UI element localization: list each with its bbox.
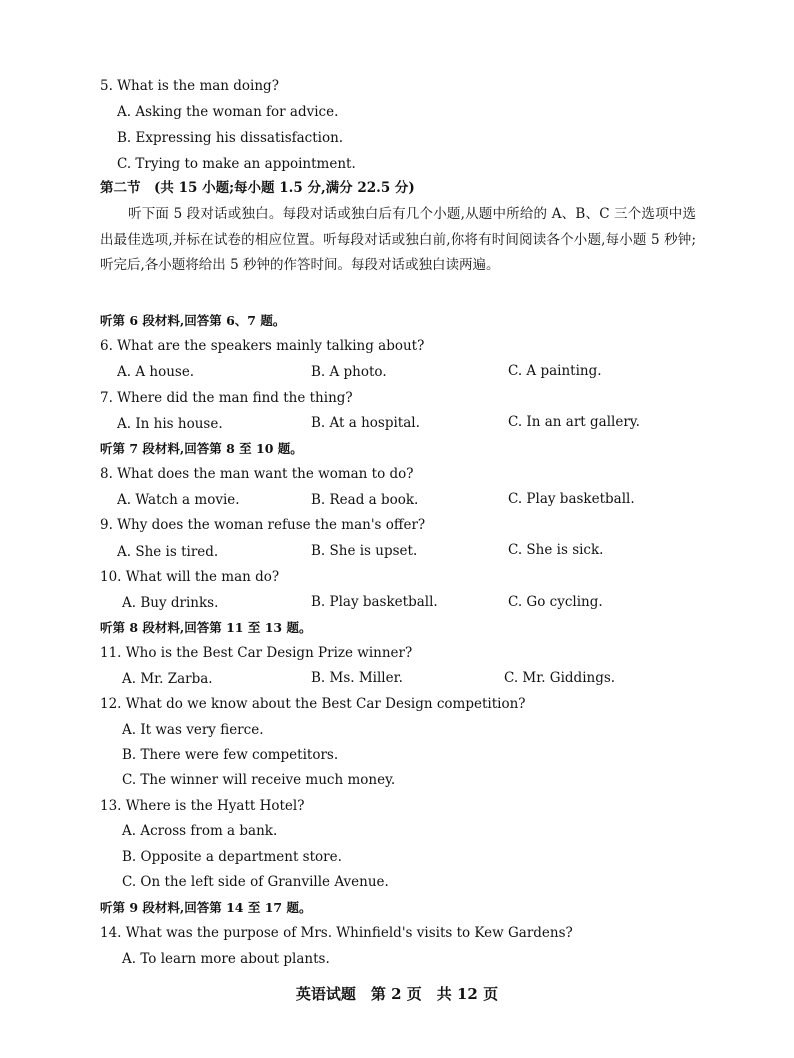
q8-option-b: B. Read a book. (311, 492, 419, 508)
q13-option-a: A. Across from a bank. (122, 823, 278, 839)
section-instructions: 听下面 5 段对话或独白。每段对话或独白后有几个小题,从题中所给的 A、B、C 三个选项中选出最佳选项,并标在试卷的相应位置。听每段对话或独白前,你将有时间阅读各个小题,每小题 5 秒钟;听完后,各小题将给出 5 秒钟的作答时间。每段对话或独白读两遍。 (100, 206, 696, 273)
question-6: 6. What are the speakers mainly talking about? (100, 338, 425, 354)
q6-option-c: C. A painting. (508, 363, 602, 379)
q9-option-b: B. She is upset. (311, 543, 418, 559)
q11-option-c: C. Mr. Giddings. (504, 670, 616, 686)
q7-option-c: C. In an art gallery. (508, 414, 640, 430)
question-13: 13. Where is the Hyatt Hotel? (100, 798, 305, 814)
q10-option-b: B. Play basketball. (311, 594, 438, 610)
question-8: 8. What does the man want the woman to do? (100, 466, 414, 482)
material-6-heading: 听第 6 段材料,回答第 6、7 题。 (100, 313, 286, 328)
material-7-heading: 听第 7 段材料,回答第 8 至 10 题。 (100, 441, 303, 456)
q9-option-a: A. She is tired. (117, 544, 219, 560)
question-9: 9. Why does the woman refuse the man's offer? (100, 517, 426, 533)
q11-option-b: B. Ms. Miller. (311, 670, 403, 686)
q6-option-b: B. A photo. (311, 364, 387, 380)
q7-option-a: A. In his house. (117, 416, 223, 432)
q12-option-b: B. There were few competitors. (122, 747, 339, 763)
q7-option-b: B. At a hospital. (311, 415, 420, 431)
q10-option-c: C. Go cycling. (508, 594, 603, 610)
q13-option-c: C. On the left side of Granville Avenue. (122, 874, 389, 890)
page-footer: 英语试题 第 2 页 共 12 页 (295, 985, 499, 1003)
q13-option-b: B. Opposite a department store. (122, 849, 342, 865)
q14-option-a: A. To learn more about plants. (122, 951, 330, 967)
question-5: 5. What is the man doing? (100, 78, 279, 94)
q6-option-a: A. A house. (117, 364, 195, 380)
q12-option-a: A. It was very fierce. (122, 722, 264, 738)
section-heading: 第二节 (共 15 小题;每小题 1.5 分,满分 22.5 分) (100, 180, 415, 196)
q8-option-a: A. Watch a movie. (117, 492, 240, 508)
q9-option-c: C. She is sick. (508, 542, 604, 558)
question-11: 11. Who is the Best Car Design Prize winner? (100, 645, 413, 661)
material-9-heading: 听第 9 段材料,回答第 14 至 17 题。 (100, 900, 312, 915)
material-8-heading: 听第 8 段材料,回答第 11 至 13 题。 (100, 620, 312, 635)
q5-option-a: A. Asking the woman for advice. (117, 104, 339, 120)
q10-option-a: A. Buy drinks. (122, 595, 219, 611)
question-14: 14. What was the purpose of Mrs. Whinfield's visits to Kew Gardens? (100, 925, 573, 941)
q11-option-a: A. Mr. Zarba. (122, 671, 213, 687)
q8-option-c: C. Play basketball. (508, 491, 635, 507)
question-12: 12. What do we know about the Best Car Design competition? (100, 696, 526, 712)
question-7: 7. Where did the man find the thing? (100, 390, 353, 406)
q12-option-c: C. The winner will receive much money. (122, 772, 396, 788)
q5-option-b: B. Expressing his dissatisfaction. (117, 130, 344, 146)
q5-option-c: C. Trying to make an appointment. (117, 156, 356, 172)
question-10: 10. What will the man do? (100, 569, 280, 585)
